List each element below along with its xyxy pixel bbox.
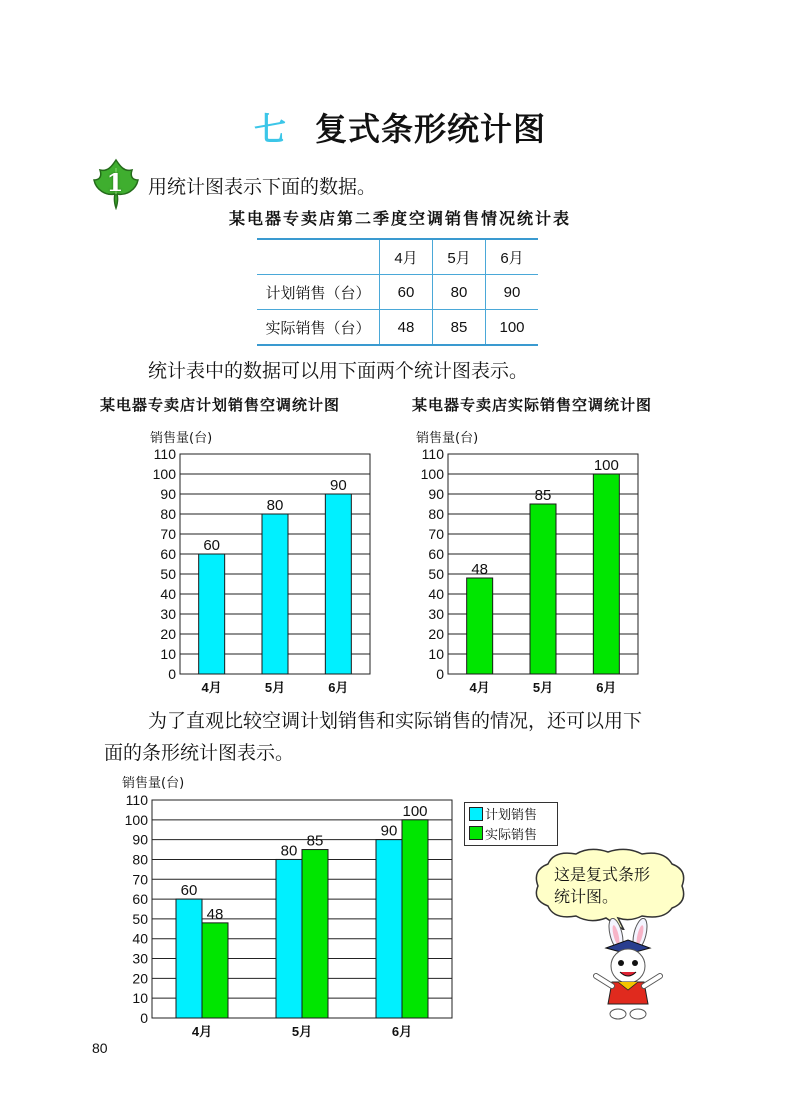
table-row: [257, 310, 538, 346]
y-tick-label: 0: [436, 666, 444, 682]
bar: [467, 578, 493, 674]
x-tick-label: 4月: [201, 680, 222, 695]
data-label: 100: [402, 802, 428, 820]
chart-title-actual: 某电器专卖店实际销售空调统计图: [412, 396, 653, 414]
y-tick-label: 100: [124, 811, 148, 828]
table-header-cell: 5月: [433, 239, 486, 275]
y-tick-label: 20: [428, 626, 444, 642]
speech-bubble-line2: 统计图。: [554, 887, 619, 906]
x-tick-label: 5月: [291, 1024, 313, 1039]
table-header-cell: 6月: [486, 239, 539, 275]
chart-plan: [120, 444, 382, 698]
y-tick-label: 40: [132, 930, 148, 947]
table-cell: 48: [380, 310, 433, 346]
data-label: 90: [380, 822, 398, 840]
paragraph: 统计表中的数据可以用下面两个统计图表示。: [148, 360, 529, 382]
paragraph: 面的条形统计图表示。: [104, 742, 295, 764]
bar: [302, 850, 328, 1018]
table-cell: 80: [433, 275, 486, 310]
y-tick-label: 110: [153, 446, 176, 462]
bar: [176, 899, 202, 1018]
y-tick-label: 70: [132, 871, 148, 888]
y-tick-label: 20: [160, 626, 176, 642]
stats-table: [257, 238, 538, 346]
bar: [593, 474, 619, 674]
data-label: 48: [471, 561, 489, 578]
legend-label-actual: 实际销售: [485, 828, 538, 843]
y-tick-label: 10: [428, 646, 444, 662]
table-cell: 85: [433, 310, 486, 346]
y-tick-label: 80: [160, 506, 176, 522]
y-tick-label: 70: [428, 526, 444, 542]
table-header-cell: 4月: [380, 239, 433, 275]
table-cell: 100: [486, 310, 539, 346]
data-label: 48: [206, 905, 224, 923]
x-tick-label: 4月: [469, 680, 490, 695]
y-tick-label: 50: [132, 910, 148, 927]
table-row: [257, 275, 538, 310]
chart-legend: [464, 802, 558, 846]
chapter-title: 复式条形统计图: [315, 110, 547, 148]
y-tick-label: 30: [132, 950, 148, 967]
y-tick-label: 30: [160, 606, 176, 622]
bar: [262, 514, 288, 674]
bar: [325, 494, 351, 674]
table-cell: 90: [486, 275, 539, 310]
y-tick-label: 90: [428, 486, 444, 502]
y-tick-label: 70: [160, 526, 176, 542]
table-row-label: 实际销售（台）: [257, 310, 380, 346]
y-tick-label: 50: [428, 566, 444, 582]
bar: [376, 840, 402, 1018]
exercise-instruction: 用统计图表示下面的数据。: [148, 176, 377, 198]
data-label: 80: [266, 497, 284, 514]
paragraph: 为了直观比较空调计划销售和实际销售的情况，还可以用下: [148, 710, 643, 732]
y-tick-label: 90: [160, 486, 176, 502]
y-tick-label: 0: [168, 666, 176, 682]
x-tick-label: 6月: [328, 680, 349, 695]
y-tick-label: 60: [428, 546, 444, 562]
data-label: 60: [203, 537, 221, 554]
x-tick-label: 5月: [264, 680, 286, 695]
page-number: 80: [92, 1040, 108, 1056]
legend-label-plan: 计划销售: [485, 808, 538, 823]
y-tick-label: 80: [132, 851, 148, 868]
y-tick-label: 110: [421, 446, 444, 462]
table-row-label: 计划销售（台）: [257, 275, 380, 310]
x-tick-label: 6月: [391, 1024, 413, 1039]
y-tick-label: 10: [160, 646, 176, 662]
table-title: 某电器专卖店第二季度空调销售情况统计表: [228, 209, 571, 228]
data-label: 85: [534, 487, 552, 504]
chapter-number: 七: [253, 110, 287, 148]
y-tick-label: 90: [132, 831, 148, 848]
y-tick-label: 80: [428, 506, 444, 522]
leaf-badge-icon: [92, 158, 140, 210]
y-tick-label: 40: [160, 586, 176, 602]
x-tick-label: 6月: [596, 680, 617, 695]
chapter-heading: [0, 104, 800, 150]
chart-title-plan: 某电器专卖店计划销售空调统计图: [100, 396, 341, 414]
y-tick-label: 40: [428, 586, 444, 602]
data-label: 60: [180, 882, 198, 900]
data-label: 80: [280, 842, 298, 860]
table-cell: 60: [380, 275, 433, 310]
y-tick-label: 30: [428, 606, 444, 622]
bar: [202, 923, 228, 1018]
y-tick-label: 0: [140, 1010, 148, 1026]
bar: [402, 820, 428, 1018]
rabbit-mascot-icon: [588, 918, 668, 1022]
chart-ylabel-combined: 销售量(台): [122, 776, 185, 791]
data-label: 85: [306, 832, 324, 850]
chart-ylabel-plan: 销售量(台): [150, 431, 213, 446]
legend-swatch-plan: [469, 807, 483, 821]
bar: [199, 554, 225, 674]
y-tick-label: 110: [125, 792, 148, 808]
y-tick-label: 50: [160, 566, 176, 582]
chart-combined: [100, 790, 460, 1042]
chart-actual: [392, 444, 654, 698]
y-tick-label: 60: [132, 891, 148, 908]
bar: [276, 859, 302, 1018]
legend-swatch-actual: [469, 826, 483, 840]
y-tick-label: 20: [132, 970, 148, 987]
y-tick-label: 60: [160, 546, 176, 562]
data-label: 90: [329, 477, 347, 494]
table-header-cell: [257, 239, 380, 275]
y-tick-label: 100: [152, 466, 176, 482]
x-tick-label: 4月: [191, 1024, 213, 1039]
table-header-row: [257, 239, 538, 275]
y-tick-label: 100: [420, 466, 444, 482]
exercise-number: 1: [106, 168, 124, 197]
y-tick-label: 10: [132, 990, 148, 1007]
speech-bubble-line1: 这是复式条形: [554, 865, 651, 884]
x-tick-label: 5月: [532, 680, 554, 695]
chart-ylabel-actual: 销售量(台): [416, 431, 479, 446]
bar: [530, 504, 556, 674]
data-label: 100: [593, 457, 619, 474]
